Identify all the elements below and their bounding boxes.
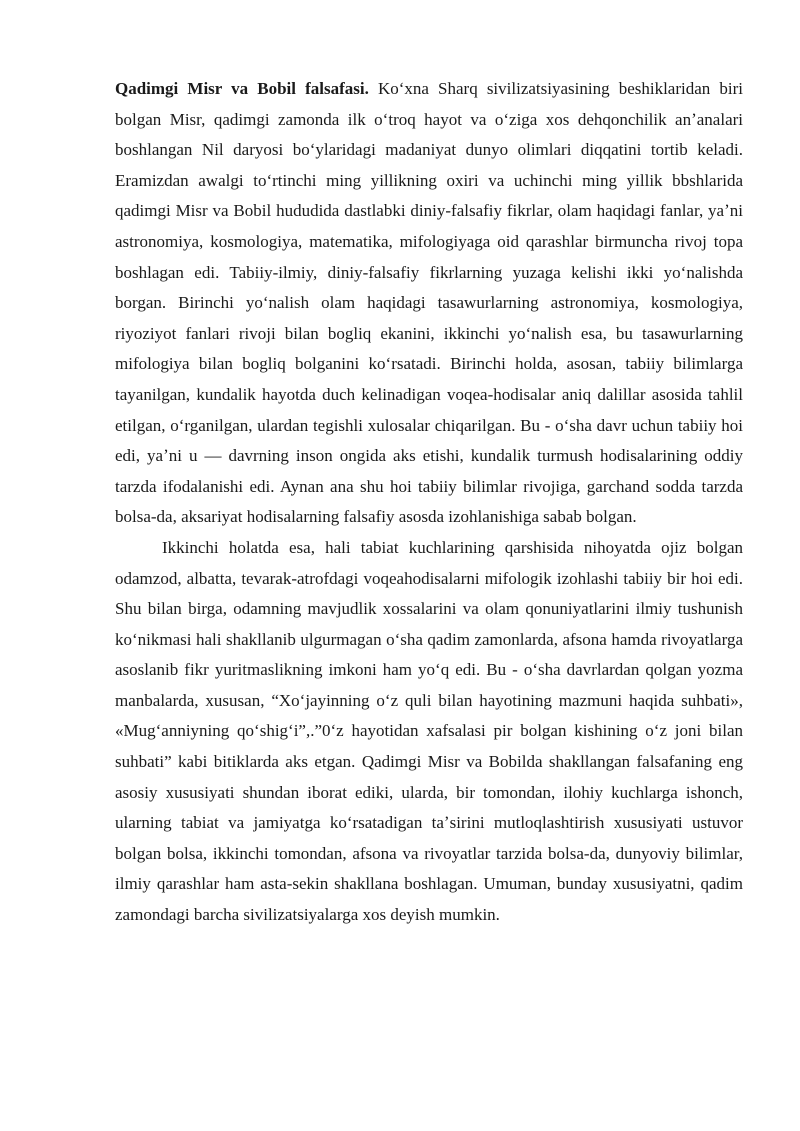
document-body [115, 74, 743, 931]
paragraph-2: Ikkinchi holatda esa, hali tabiat kuchlarining qarshisida nihoyatda ojiz bolgan odamzod, albatta, tevarak-atrofdagi voqeahodisalarni mifologik izohlashi tabiiy bir hoi edi. Shu bilan birga, odamning mavjudlik xossalarini va olam qonuniyatlarini ilmiy tushunish koʻnikmasi hali shakllanib ulgurmagan oʻsha qadim zamonlarda, afsona hamda rivoyatlarga asoslanib fikr yuritmaslikning imkoni ham yoʻq edi. Bu - oʻsha davrlardan qolgan yozma manbalarda, xususan, “Xoʻjayinning oʻz quli bilan hayotining mazmuni haqida suhbati», «Mugʻanniyning qoʻshigʻi”,.”0ʻz hayotidan xafsalasi pir bolgan kishining oʻz joni bilan suhbati” kabi bitiklarda aks etgan. Qadimgi Misr va Bobilda shakllangan falsafaning eng asosiy xususiyati shundan iborat ediki, ularda, bir tomondan, ilohiy kuchlarga ishonch, ularning tabiat va jamiyatga koʻrsatadigan taʼsirini mutloqlashtirish xususiyati ustuvor bolgan bolsa, ikkinchi tomondan, afsona va rivoyatlar tarzida bolsa-da, dunyoviy bilimlar, ilmiy qarashlar ham asta-sekin shakllana boshlagan. Umuman, bunday xususiyatni, qadim zamondagi barcha sivilizatsiyalarga xos deyish mumkin. [115, 537, 743, 925]
paragraph-1 [115, 74, 743, 533]
section-heading: Qadimgi Misr va Bobil falsafasi. [115, 79, 369, 98]
paragraph-1-body: Koʻxna Sharq sivilizatsiyasining beshiklaridan biri bolgan Misr, qadimgi zamonda ilk oʻtroq hayot va oʻziga xos dehqonchilik anʼanalari boshlangan Nil daryosi boʻylaridagi madaniyat dunyo olimlari diqqatini tortib keladi. Eramizdan awalgi toʻrtinchi ming yillikning oxiri va uchinchi ming yillik bbshlarida qadimgi Misr va Bobil hududida dastlabki diniy-falsafiy fikrlar, olam haqidagi fanlar, yaʼni astronomiya, kosmologiya, matematika, mifologiyaga oid qarashlar birmuncha rivoj topa boshlagan edi. Tabiiy-ilmiy, diniy-falsafiy fikrlarning yuzaga kelishi ikki yoʻnalishda borgan. Birinchi yoʻnalish olam haqidagi tasawurlarning astronomiya, kosmologiya, riyoziyot fanlari rivoji bilan bogliq ekanini, ikkinchi yoʻnalish esa, bu tasawurlarning mifologiya bilan bogliq bolganini koʻrsatadi. Birinchi holda, asosan, tabiiy bilimlarga tayanilgan, kundalik hayotda duch kelinadigan voqea-hodisalar aniq dalillar asosida tahlil etilgan, oʻrganilgan, ulardan tegishli xulosalar chiqarilgan. Bu - oʻsha davr uchun tabiiy hoi edi, yaʼni u — davrning inson ongida aks etishi, kundalik turmush hodisalarining oddiy tarzda ifodalanishi edi. Aynan ana shu hoi tabiiy bilimlar rivojiga, garchand sodda tarzda bolsa-da, aksariyat hodisalarning falsafiy asosda izohlanishiga sabab bolgan. [115, 79, 743, 527]
